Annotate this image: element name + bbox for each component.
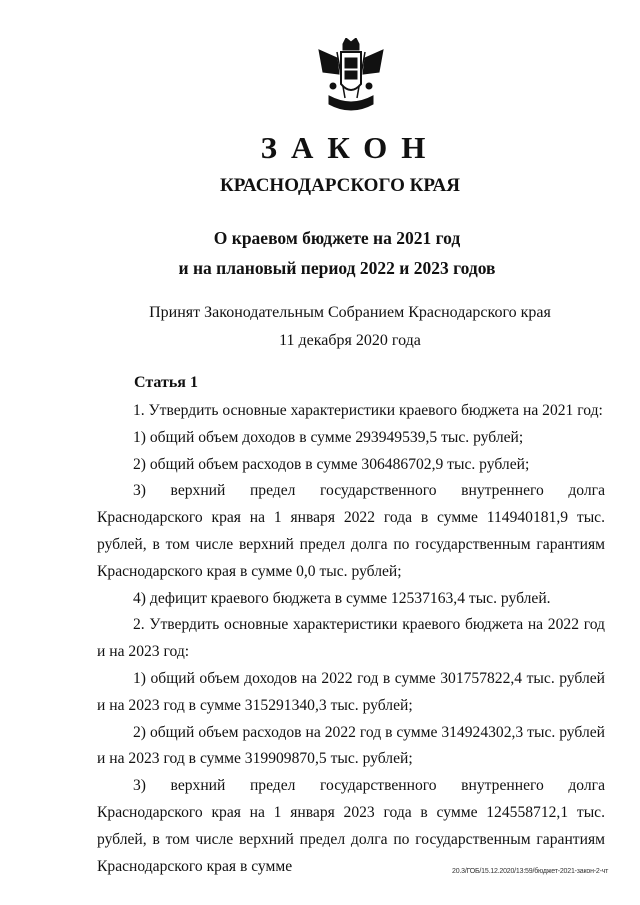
paragraph: 3) верхний предел государственного внутреннего долга Краснодарского края на 1 января 2022 года в сумме 114940181,9 тыс. рублей, в том числе верхний предел долга по государственным гарантиям Краснодарского края в сумме 0,0 тыс. рублей; xyxy=(97,482,605,580)
law-name-line-2: и на плановый период 2022 и 2023 годов xyxy=(178,258,496,278)
adopted-by-line: Принят Законодательным Собранием Краснодарского края xyxy=(149,304,551,321)
paragraph: 1. Утвердить основные характеристики краевого бюджета на 2021 год: xyxy=(133,402,603,419)
paragraph: 2) общий объем расходов в сумме 306486702,9 тыс. рублей; xyxy=(133,455,530,473)
paragraph: 4) дефицит краевого бюджета в сумме 12537163,4 тыс. рублей. xyxy=(133,589,551,607)
paragraph: 1) общий объем доходов на 2022 год в сумме 301757822,4 тыс. рублей и на 2023 год в сумме 315291340,3 тыс. рублей; xyxy=(97,669,605,714)
adopted-date-line: 11 декабря 2020 года xyxy=(279,332,421,349)
paragraph: 2. Утвердить основные характеристики краевого бюджета на 2022 год и на 2023 год: xyxy=(97,616,605,661)
paragraph: 2) общий объем расходов на 2022 год в сумме 314924302,3 тыс. рублей и на 2023 год в сумме 319909870,5 тыс. рублей; xyxy=(97,723,605,768)
document-title: ЗАКОН xyxy=(260,130,440,165)
document-subtitle: КРАСНОДАРСКОГО КРАЯ xyxy=(219,175,461,196)
file-reference: 20.3/ГОБ/15.12.2020/13:59/бюджет-2021-закон-2-чт xyxy=(452,868,609,875)
article-body xyxy=(97,398,605,880)
article-heading: Статья 1 xyxy=(134,374,198,391)
paragraph: 3) верхний предел государственного внутреннего долга Краснодарского края на 1 января 2023 года в сумме 124558712,1 тыс. рублей, в том числе верхний предел долга по государственным гарантиям Краснодарского края в сумме xyxy=(97,777,605,875)
paragraph: 1) общий объем доходов в сумме 293949539,5 тыс. рублей; xyxy=(133,428,524,446)
law-name-line-1: О краевом бюджете на 2021 год xyxy=(213,228,461,248)
coat-of-arms-icon xyxy=(315,38,387,116)
